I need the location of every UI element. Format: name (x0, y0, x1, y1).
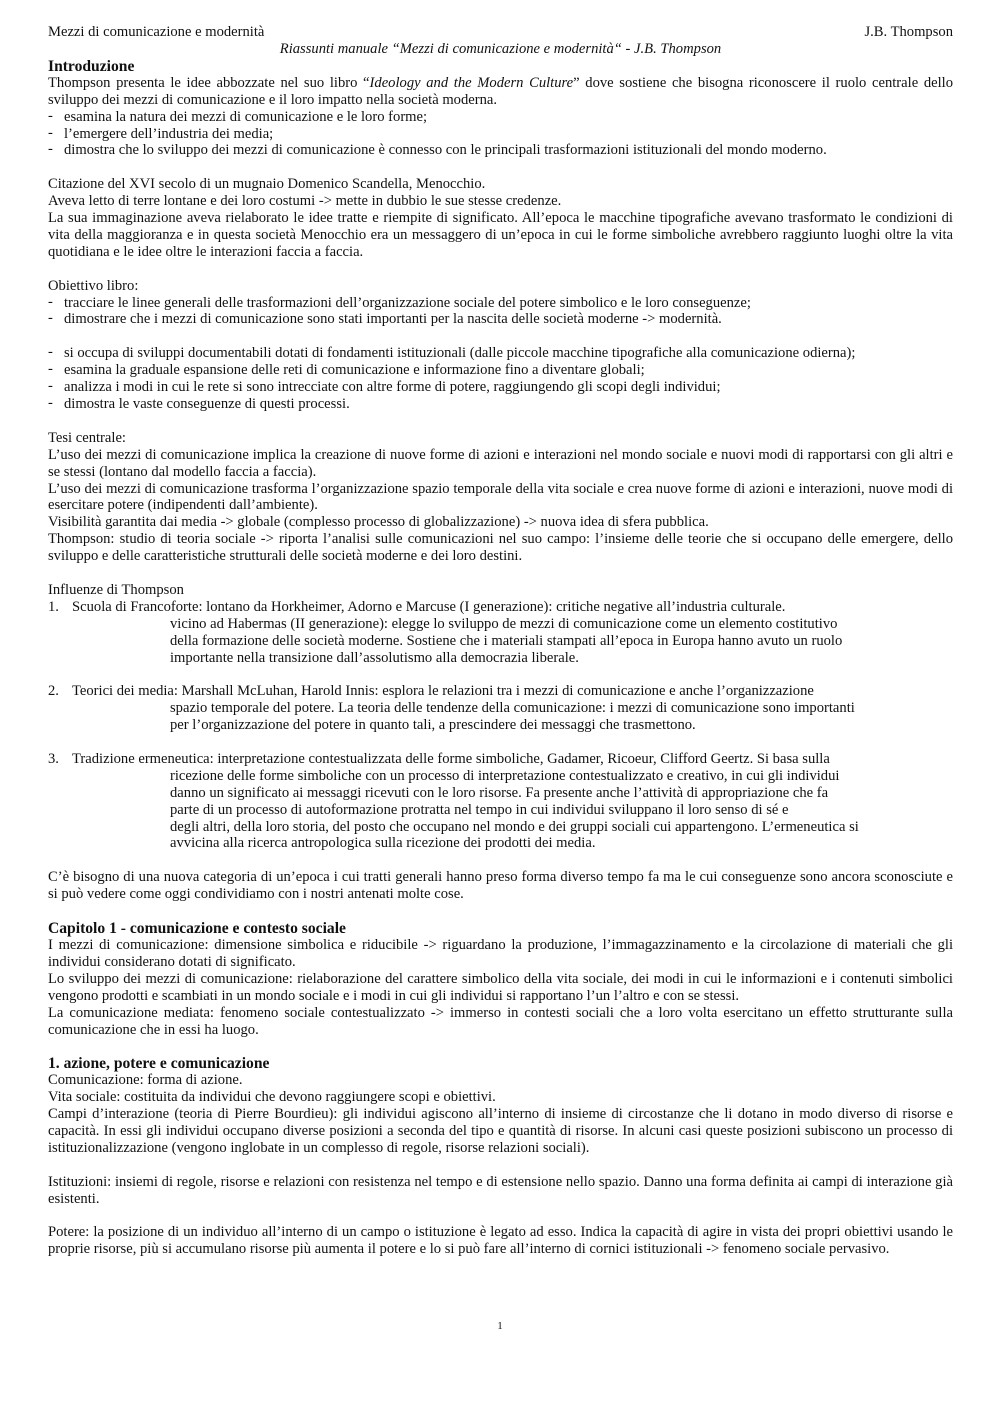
quote-line: Aveva letto di terre lontane e dei loro costumi -> mette in dubbio le sue stesse credenze. (48, 193, 562, 210)
list-item: - analizza i modi in cui le rete si sono intrecciate con altre forme di potere, raggiungendo gli scopi degli individui; (48, 379, 953, 396)
tesi-title: Tesi centrale: (48, 429, 126, 446)
influenza-item (48, 683, 953, 734)
item-lead: Scuola di Francoforte: lontano da Horkheimer, Adorno e Marcuse (I generazione): critiche negative all’industria culturale. (72, 598, 786, 615)
list-item: - si occupa di sviluppi documentabili dotati di fondamenti istituzionali (dalle piccole macchine tipografiche alla comunicazione odierna); (48, 345, 953, 362)
intro-list (48, 109, 953, 160)
section-paragraph: Campi d’interazione (teoria di Pierre Bourdieu): gli individui agiscono all’interno di insieme di circostanze che li dotano in modo diverso di risorse e capacità. In essi gli individui occupano diverse posizioni a seconda del tipo e quantità di risorse. In alcuni casi queste posizioni subiscono un processo di istituzionalizzazione (vengono inglobate in un complesso di regole, risorse relazioni sociali). (48, 1106, 953, 1156)
item-number: 2. (48, 683, 59, 700)
section-paragraph: Comunicazione: forma di azione. (48, 1072, 243, 1089)
list-item: - dimostra le vaste conseguenze di questi processi. (48, 396, 953, 413)
book-title: Ideology and the Modern Culture (369, 74, 574, 91)
item-line: della formazione delle società moderne. Sostiene che i materiali stampati all’epoca in Europa hanno avuto un ruolo (170, 632, 843, 649)
section-paragraph: Vita sociale: costituita da individui che devono raggiungere scopi e obiettivi. (48, 1089, 496, 1106)
page-number: 1 (497, 1320, 503, 1332)
heading-section-1: 1. azione, potere e comunicazione (48, 1055, 270, 1073)
tesi-paragraph: L’uso dei mezzi di comunicazione trasforma l’organizzazione spazio temporale della vita sociale e crea nuove forme di azioni e interazioni, nuove modi di esercitare potere (indipendenti dall’ambiente). (48, 480, 953, 514)
list-item: - dimostra che lo sviluppo dei mezzi di comunicazione è connesso con le principali trasformazioni istituzionali del mondo moderno. (48, 142, 953, 159)
list-item: - l’emergere dell’industria dei media; (48, 126, 953, 143)
list-item: - esamina la natura dei mezzi di comunicazione e le loro forme; (48, 109, 953, 126)
item-line: degli altri, della loro storia, del posto che occupano nel mondo e dei gruppi sociali cui appartengono. L’ermeneutica si (170, 818, 859, 835)
list-item: - esamina la graduale espansione delle reti di comunicazione e informazione fino a diventare globali; (48, 362, 953, 379)
running-header (48, 24, 953, 41)
chapter-paragraph: Lo sviluppo dei mezzi di comunicazione: rielaborazione del carattere simbolico della vita sociale, dei modi in cui le informazioni e i contenuti simbolici vengono prodotti e scambiati in un mondo sociale e i modi in cui gli individui si rapportano l’un l’altro e con se stessi. (48, 970, 953, 1004)
quote-paragraph: La sua immaginazione aveva rielaborato le idee tratte e riempite di significato. All’epoca le macchine tipografiche avevano trasformato le condizioni di vita della maggioranza e in questa società Menocchio era un messaggero di un’epoca in cui le forme simboliche avrebbero raggiunto luoghi oltre la vita quotidiana e le idee oltre le interazioni faccia a faccia. (48, 210, 953, 260)
closing-paragraph: C’è bisogno di una nuova categoria di un’epoca i cui tratti generali hanno preso forma diverso tempo fa ma le cui conseguenze sono ancora sconosciute e si può vedere come oggi condividiamo con i nostri antenati molte cose. (48, 869, 953, 903)
influenze-title: Influenze di Thompson (48, 581, 184, 598)
item-lead: Tradizione ermeneutica: interpretazione contestualizzata delle forme simboliche, Gadamer, Ricoeur, Clifford Geertz. Si basa sulla (72, 750, 830, 767)
chapter-paragraph: I mezzi di comunicazione: dimensione simbolica e riducibile -> riguardano la produzione, l’immagazzinamento e la circolazione di materiali che gli individui considerano dotati di significato. (48, 936, 953, 970)
list-item: - dimostrare che i mezzi di comunicazione sono stati importanti per la nascita delle società moderne -> modernità. (48, 311, 953, 328)
item-line: vicino ad Habermas (II generazione): elegge lo sviluppo de mezzi di comunicazione come un elemento costitutivo (170, 615, 838, 632)
list-item: - tracciare le linee generali delle trasformazioni dell’organizzazione sociale del potere simbolico e le loro conseguenze; (48, 295, 953, 312)
heading-introduzione: Introduzione (48, 57, 135, 75)
istituzioni-paragraph: Istituzioni: insiemi di regole, risorse e relazioni con resistenza nel tempo e di estensione nello spazio. Danno una forma definita ai campi di interazione già esistenti. (48, 1173, 953, 1207)
document-page (48, 24, 953, 1258)
potere-paragraph: Potere: la posizione di un individuo all’interno di un campo o istituzione è legato ad esso. Indica la capacità di agire in vista dei propri obiettivi usando le proprie risorse, più si accumulano risorse più aumenta il potere e lo si può fare all’interno di cornici istituzionali -> fenomeno sociale pervasivo. (48, 1224, 953, 1258)
tesi-paragraph: L’uso dei mezzi di comunicazione implica la creazione di nuove forme di azioni e interazioni nel mondo sociale e nuovi modi di rapportarsi con gli altri e se stessi (lontano dal modello faccia a faccia). (48, 446, 953, 480)
item-line: spazio temporale del potere. La teoria delle tendenze della comunicazione: i mezzi di comunicazione sono importanti (170, 700, 855, 717)
intro-paragraph: Thompson presenta le idee abbozzate nel suo libro “Ideology and the Modern Culture” dove sostiene che bisogna riconoscere il ruolo centrale dello sviluppo dei mezzi di comunicazione e il loro impatto nella società moderna. (48, 74, 953, 108)
objective-title: Obiettivo libro: (48, 277, 139, 294)
item-line: importante nella transizione dall’assolutismo alla democrazia liberale. (170, 649, 579, 666)
header-left: Mezzi di comunicazione e modernità (48, 24, 265, 40)
item-line: ricezione delle forme simboliche con un processo di interpretazione contestualizzato e creativo, in cui gli individui (170, 767, 840, 784)
influenza-item (48, 599, 953, 667)
objective-list-2 (48, 345, 953, 413)
item-line: avvicina alla ricerca antropologica sulla ricezione dei prodotti dei media. (170, 835, 596, 852)
item-line: per l’organizzazione del potere in quanto tali, a prescindere dei messaggi che trasmettono. (170, 717, 696, 734)
item-line: parte di un processo di autoformazione protratta nel tempo in cui individui sviluppano il loro senso di sé e (170, 801, 789, 818)
influenza-item (48, 751, 953, 852)
tesi-paragraph: Visibilità garantita dai media -> globale (complesso processo di globalizzazione) -> nuova idea di sfera pubblica. (48, 514, 709, 531)
tesi-paragraph: Thompson: studio di teoria sociale -> riporta l’analisi sulle comunicazioni nel suo campo: l’insieme delle teorie che si occupano delle emergere, dello sviluppo e delle caratteristiche strutturali delle società moderne e dei loro destini. (48, 531, 953, 565)
item-number: 3. (48, 750, 59, 767)
heading-capitolo-1: Capitolo 1 - comunicazione e contesto sociale (48, 919, 346, 937)
quote-line: Citazione del XVI secolo di un mugnaio Domenico Scandella, Menocchio. (48, 176, 486, 193)
document-subtitle: Riassunti manuale “Mezzi di comunicazione e modernità“ - J.B. Thompson (279, 40, 722, 57)
item-lead: Teorici dei media: Marshall McLuhan, Harold Innis: esplora le relazioni tra i mezzi di comunicazione e anche l’organizzazione (72, 683, 814, 700)
item-number: 1. (48, 598, 59, 615)
item-line: danno un significato ai messaggi ricevuti con le loro risorse. Fa presente anche l’attività di appropriazione che fa (170, 784, 829, 801)
objective-list (48, 295, 953, 329)
header-right: J.B. Thompson (864, 24, 953, 40)
chapter-paragraph: La comunicazione mediata: fenomeno sociale contestualizzato -> immerso in contesti sociali che a loro volta esercitano un effetto strutturante sulla comunicazione che in essi ha luogo. (48, 1004, 953, 1038)
